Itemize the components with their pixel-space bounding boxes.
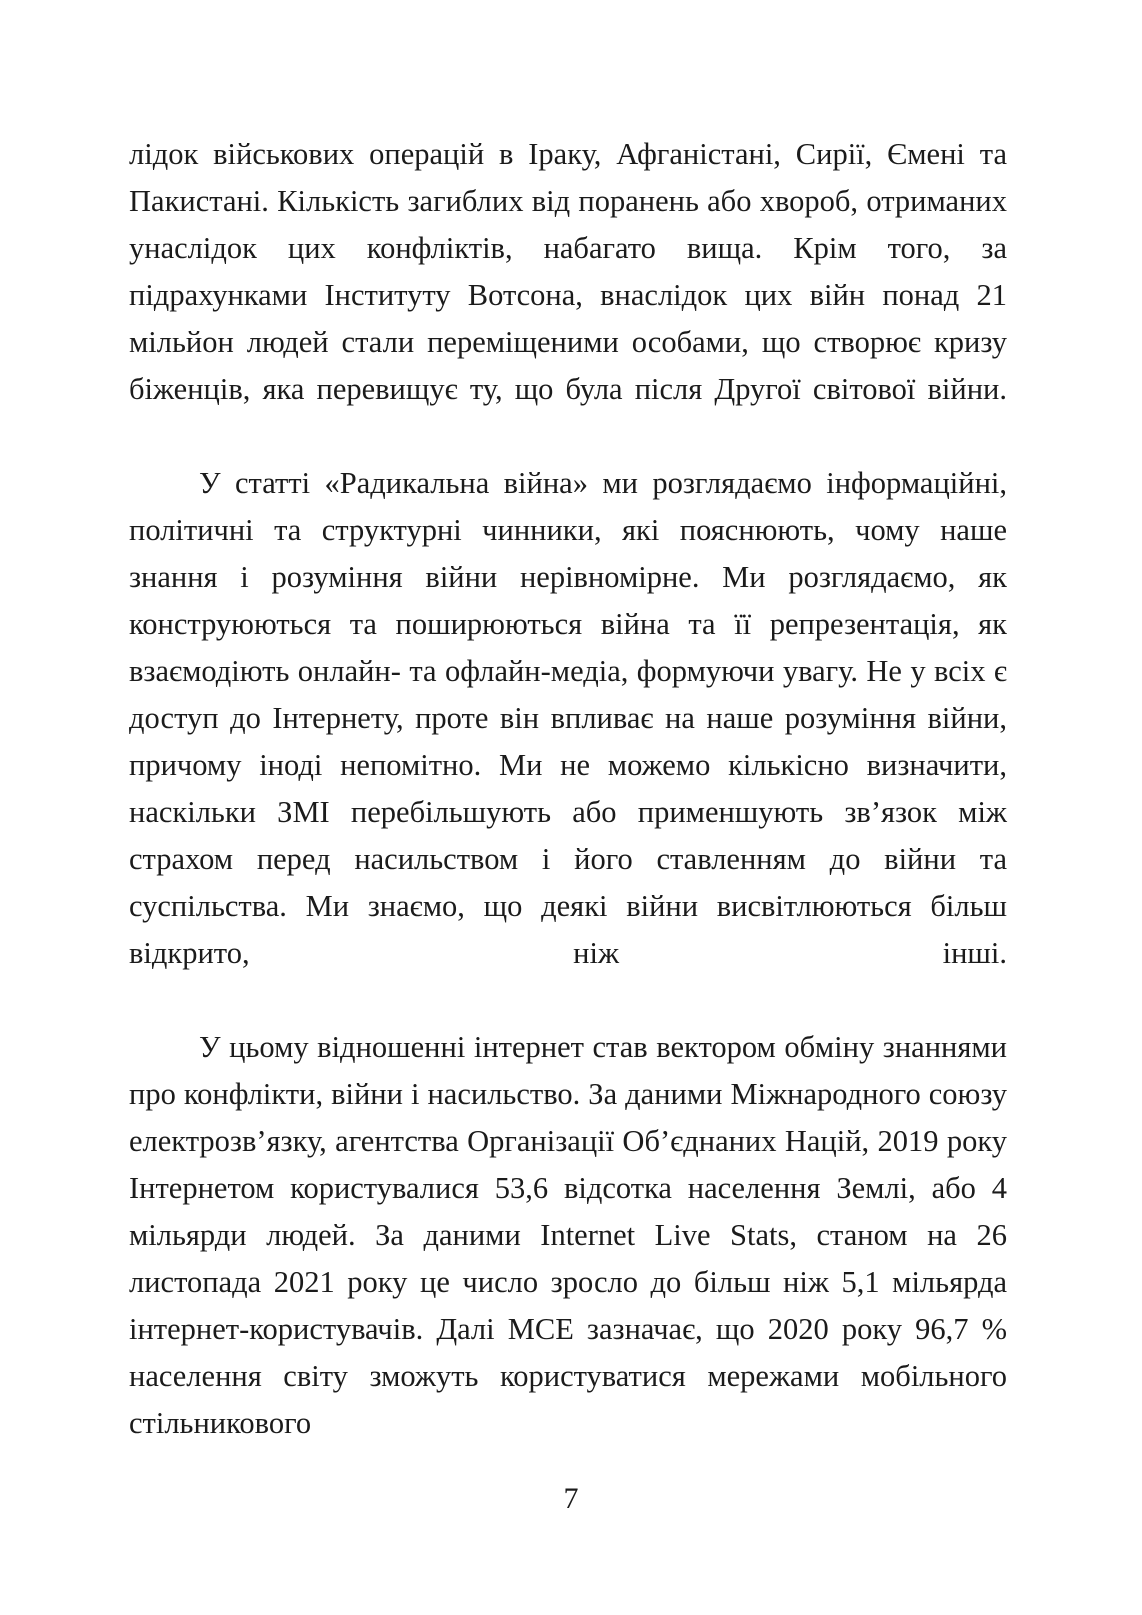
- page-text-block: [129, 131, 1007, 1447]
- page-number: 7: [563, 1482, 579, 1515]
- paragraph-radical-war: У статті «Радикальна війна» ми розглядаємо інформаційні, політичні та структурні чинники, які пояснюють, чому наше знання і розуміння війни нерівномірне. Ми розглядаємо, як конструюються та поширюються війна та її репрезентація, як взаємодіють онлайн- та офлайн-медіа, формуючи увагу. Не у всіх є доступ до Інтернету, проте він впливає на наше розуміння війни, причому іноді непомітно. Ми не можемо кількісно визначити, наскільки ЗМІ перебільшують або применшують зв’язок між страхом перед насильством і його ставленням до війни та суспільства. Ми знаємо, що деякі війни висвітлюються більш відкрито, ніж інші.: [129, 466, 1007, 970]
- paragraph-internet-stats: У цьому відношенні інтернет став вектором обміну знаннями про конфлікти, війни і насильство. За даними Міжнародного союзу електрозв’язку, агентства Організації Об’єднаних Націй, 2019 року Інтернетом користувалися 53,6 відсотка населення Землі, або 4 мільярди людей. За даними Internet Live Stats, станом на 26 листопада 2021 року це число зросло до більш ніж 5,1 мільярда інтернет-користувачів. Далі МСЕ зазначає, що 2020 року 96,7 % населення світу зможуть користуватися мережами мобільного стільникового: [129, 1030, 1007, 1440]
- paragraph-continuation: лідок військових операцій в Іраку, Афганістані, Сирії, Ємені та Пакистані. Кількість загиблих від поранень або хвороб, отриманих унаслідок цих конфліктів, набагато вища. Крім того, за підрахунками Інституту Вотсона, внаслідок цих війн понад 21 мільйон людей стали переміщеними особами, що створює кризу біженців, яка перевищує ту, що була після Другої світової війни.: [129, 137, 1007, 406]
